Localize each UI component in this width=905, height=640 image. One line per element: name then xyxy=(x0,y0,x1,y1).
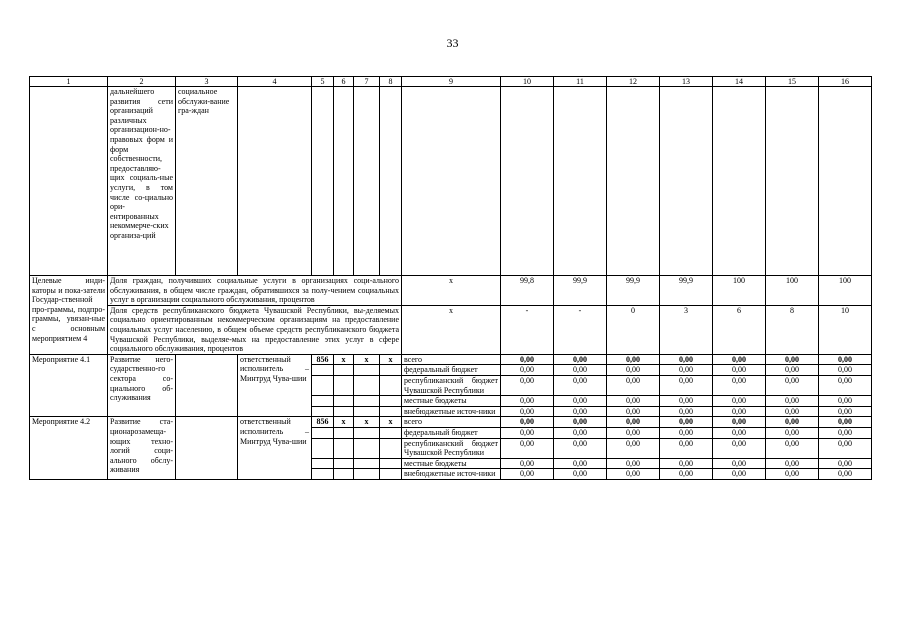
measure-col7: x xyxy=(354,417,380,428)
measure-empty-code xyxy=(334,438,354,458)
funding-value: 0,00 xyxy=(554,354,607,365)
funding-value: 0,00 xyxy=(660,427,713,438)
target-col9: x xyxy=(402,276,501,306)
funding-value: 0,00 xyxy=(713,438,766,458)
measure-label: Мероприятие 4.1 xyxy=(30,354,108,417)
measure-empty-code xyxy=(354,427,380,438)
measure-responsible: ответственный исполнитель – Минтруд Чува-шии xyxy=(238,417,312,480)
measure-title: Развитие него-сударственно-го сектора со-циального об-служивания xyxy=(108,354,176,417)
measure-empty-code xyxy=(334,375,354,395)
continuation-row xyxy=(30,87,872,276)
target-value: - xyxy=(554,305,607,354)
measure-empty-code xyxy=(380,458,402,469)
page-number: 33 xyxy=(446,36,459,50)
target-value: 0 xyxy=(607,305,660,354)
funding-value: 0,00 xyxy=(819,396,872,407)
target-row xyxy=(30,276,872,306)
measure-row xyxy=(30,354,872,365)
funding-value: 0,00 xyxy=(607,396,660,407)
target-value: 99,8 xyxy=(501,276,554,306)
measure-empty-code xyxy=(380,438,402,458)
funding-value: 0,00 xyxy=(607,427,660,438)
measure-empty-code xyxy=(380,406,402,417)
funding-value: 0,00 xyxy=(554,406,607,417)
cont-col2: дальнейшего развития сети организаций различных организацион-но-правовых форм и форм собственности, предоставляю-щих социаль-ные услуги, в том числе со-циально ори-ентированных некоммерче-ских организа-ций xyxy=(108,87,176,276)
measure-empty-code xyxy=(334,406,354,417)
funding-source: республиканский бюджет Чувашской Республики xyxy=(402,375,501,395)
measure-empty-code xyxy=(334,458,354,469)
target-value: 100 xyxy=(713,276,766,306)
funding-value: 0,00 xyxy=(713,365,766,376)
funding-value: 0,00 xyxy=(501,396,554,407)
funding-value: 0,00 xyxy=(501,417,554,428)
measure-col8: x xyxy=(380,417,402,428)
funding-value: 0,00 xyxy=(766,375,819,395)
funding-value: 0,00 xyxy=(713,375,766,395)
measure-empty-code xyxy=(354,458,380,469)
funding-value: 0,00 xyxy=(766,365,819,376)
funding-value: 0,00 xyxy=(607,365,660,376)
funding-value: 0,00 xyxy=(607,458,660,469)
header-col-12: 12 xyxy=(607,77,660,87)
header-col-6: 6 xyxy=(334,77,354,87)
funding-source: всего xyxy=(402,417,501,428)
measure-row xyxy=(30,417,872,428)
header-col-16: 16 xyxy=(819,77,872,87)
measure-col7: x xyxy=(354,354,380,365)
header-col-1: 1 xyxy=(30,77,108,87)
funding-value: 0,00 xyxy=(766,417,819,428)
program-table xyxy=(29,76,872,480)
measure-empty-code xyxy=(354,375,380,395)
measure-col6: x xyxy=(334,417,354,428)
measure-empty-code xyxy=(312,375,334,395)
funding-value: 0,00 xyxy=(554,458,607,469)
funding-value: 0,00 xyxy=(660,406,713,417)
funding-value: 0,00 xyxy=(660,417,713,428)
measure-empty-code xyxy=(380,469,402,480)
target-value: - xyxy=(501,305,554,354)
funding-value: 0,00 xyxy=(819,406,872,417)
measure-col3 xyxy=(176,417,238,480)
funding-value: 0,00 xyxy=(660,396,713,407)
funding-value: 0,00 xyxy=(713,417,766,428)
measure-empty-code xyxy=(312,458,334,469)
measure-empty-code xyxy=(354,396,380,407)
funding-value: 0,00 xyxy=(501,427,554,438)
funding-value: 0,00 xyxy=(713,354,766,365)
funding-value: 0,00 xyxy=(554,417,607,428)
funding-value: 0,00 xyxy=(554,375,607,395)
funding-source: федеральный бюджет xyxy=(402,365,501,376)
measure-empty-code xyxy=(354,438,380,458)
funding-source: всего xyxy=(402,354,501,365)
target-row xyxy=(30,305,872,354)
funding-source: внебюджетные источ-ники xyxy=(402,469,501,480)
target-col9: x xyxy=(402,305,501,354)
target-value: 3 xyxy=(660,305,713,354)
funding-value: 0,00 xyxy=(660,375,713,395)
funding-value: 0,00 xyxy=(819,417,872,428)
target-value: 99,9 xyxy=(554,276,607,306)
funding-value: 0,00 xyxy=(501,375,554,395)
measure-col8: x xyxy=(380,354,402,365)
funding-value: 0,00 xyxy=(713,406,766,417)
measure-empty-code xyxy=(312,427,334,438)
funding-value: 0,00 xyxy=(660,469,713,480)
header-col-2: 2 xyxy=(108,77,176,87)
funding-value: 0,00 xyxy=(501,406,554,417)
funding-value: 0,00 xyxy=(501,469,554,480)
measure-label: Мероприятие 4.2 xyxy=(30,417,108,480)
header-col-7: 7 xyxy=(354,77,380,87)
measure-empty-code xyxy=(380,427,402,438)
target-text: Доля средств республиканского бюджета Чувашской Республики, вы-деляемых социально ориентированным некоммерческим организациям на предоставление социальных услуг населению, в общем объеме средств республиканского бюджета Чувашской Республики, выделяе-мых на предоставление этих услуг в сфере социального обслуживания, процентов xyxy=(108,305,402,354)
measure-empty-code xyxy=(334,365,354,376)
funding-value: 0,00 xyxy=(607,354,660,365)
funding-value: 0,00 xyxy=(766,438,819,458)
targets-label: Целевые инди-каторы и пока-затели Государ-ственной про-граммы, подпро-граммы, увязан-ные с основным мероприятием 4 xyxy=(30,276,108,355)
funding-value: 0,00 xyxy=(713,458,766,469)
target-value: 100 xyxy=(766,276,819,306)
funding-source: республиканский бюджет Чувашской Республики xyxy=(402,438,501,458)
header-col-4: 4 xyxy=(238,77,312,87)
header-col-13: 13 xyxy=(660,77,713,87)
measure-col6: x xyxy=(334,354,354,365)
measure-col5: 856 xyxy=(312,417,334,428)
funding-value: 0,00 xyxy=(819,427,872,438)
funding-value: 0,00 xyxy=(819,438,872,458)
measure-col5: 856 xyxy=(312,354,334,365)
funding-value: 0,00 xyxy=(554,427,607,438)
measure-responsible: ответственный исполнитель – Минтруд Чува-шии xyxy=(238,354,312,417)
funding-value: 0,00 xyxy=(660,438,713,458)
funding-value: 0,00 xyxy=(819,375,872,395)
funding-value: 0,00 xyxy=(554,396,607,407)
funding-value: 0,00 xyxy=(660,458,713,469)
target-value: 8 xyxy=(766,305,819,354)
funding-value: 0,00 xyxy=(501,438,554,458)
funding-value: 0,00 xyxy=(766,427,819,438)
funding-value: 0,00 xyxy=(819,458,872,469)
measure-empty-code xyxy=(354,406,380,417)
measure-empty-code xyxy=(334,427,354,438)
measure-empty-code xyxy=(380,365,402,376)
funding-value: 0,00 xyxy=(766,406,819,417)
funding-value: 0,00 xyxy=(766,458,819,469)
header-col-9: 9 xyxy=(402,77,501,87)
funding-source: внебюджетные источ-ники xyxy=(402,406,501,417)
funding-source: федеральный бюджет xyxy=(402,427,501,438)
header-col-8: 8 xyxy=(380,77,402,87)
cont-col3: социальное обслужи-вание гра-ждан xyxy=(176,87,238,276)
measure-empty-code xyxy=(312,438,334,458)
measure-empty-code xyxy=(312,396,334,407)
funding-value: 0,00 xyxy=(766,396,819,407)
funding-source: местные бюджеты xyxy=(402,458,501,469)
header-col-3: 3 xyxy=(176,77,238,87)
target-value: 99,9 xyxy=(607,276,660,306)
funding-value: 0,00 xyxy=(501,458,554,469)
measure-empty-code xyxy=(354,365,380,376)
header-col-10: 10 xyxy=(501,77,554,87)
funding-value: 0,00 xyxy=(607,375,660,395)
measure-empty-code xyxy=(312,406,334,417)
measure-empty-code xyxy=(354,469,380,480)
target-value: 10 xyxy=(819,305,872,354)
measure-col3 xyxy=(176,354,238,417)
funding-value: 0,00 xyxy=(819,365,872,376)
funding-value: 0,00 xyxy=(713,469,766,480)
funding-value: 0,00 xyxy=(766,469,819,480)
funding-value: 0,00 xyxy=(713,427,766,438)
funding-source: местные бюджеты xyxy=(402,396,501,407)
measure-title: Развитие ста-ционарозамеща-ющих техно-логий соци-ального обслу-живания xyxy=(108,417,176,480)
funding-value: 0,00 xyxy=(660,354,713,365)
funding-value: 0,00 xyxy=(713,396,766,407)
header-col-5: 5 xyxy=(312,77,334,87)
header-col-14: 14 xyxy=(713,77,766,87)
measure-empty-code xyxy=(334,396,354,407)
funding-value: 0,00 xyxy=(766,354,819,365)
target-value: 99,9 xyxy=(660,276,713,306)
target-value: 6 xyxy=(713,305,766,354)
measure-empty-code xyxy=(334,469,354,480)
funding-value: 0,00 xyxy=(554,469,607,480)
funding-value: 0,00 xyxy=(660,365,713,376)
column-number-row xyxy=(30,77,872,87)
table-body xyxy=(30,77,872,480)
funding-value: 0,00 xyxy=(607,406,660,417)
measure-empty-code xyxy=(312,469,334,480)
funding-value: 0,00 xyxy=(501,354,554,365)
funding-value: 0,00 xyxy=(819,354,872,365)
header-col-11: 11 xyxy=(554,77,607,87)
funding-value: 0,00 xyxy=(607,438,660,458)
cont-col1 xyxy=(30,87,108,276)
measure-empty-code xyxy=(380,396,402,407)
funding-value: 0,00 xyxy=(819,469,872,480)
funding-value: 0,00 xyxy=(607,417,660,428)
funding-value: 0,00 xyxy=(501,365,554,376)
funding-value: 0,00 xyxy=(554,365,607,376)
measure-empty-code xyxy=(312,365,334,376)
funding-value: 0,00 xyxy=(554,438,607,458)
measure-empty-code xyxy=(380,375,402,395)
header-col-15: 15 xyxy=(766,77,819,87)
target-text: Доля граждан, получивших социальные услуги в организациях соци-ального обслуживания, в общем числе граждан, обратившихся за полу-чением социальных услуг в организации социального обслуживания, процентов xyxy=(108,276,402,306)
funding-value: 0,00 xyxy=(607,469,660,480)
target-value: 100 xyxy=(819,276,872,306)
